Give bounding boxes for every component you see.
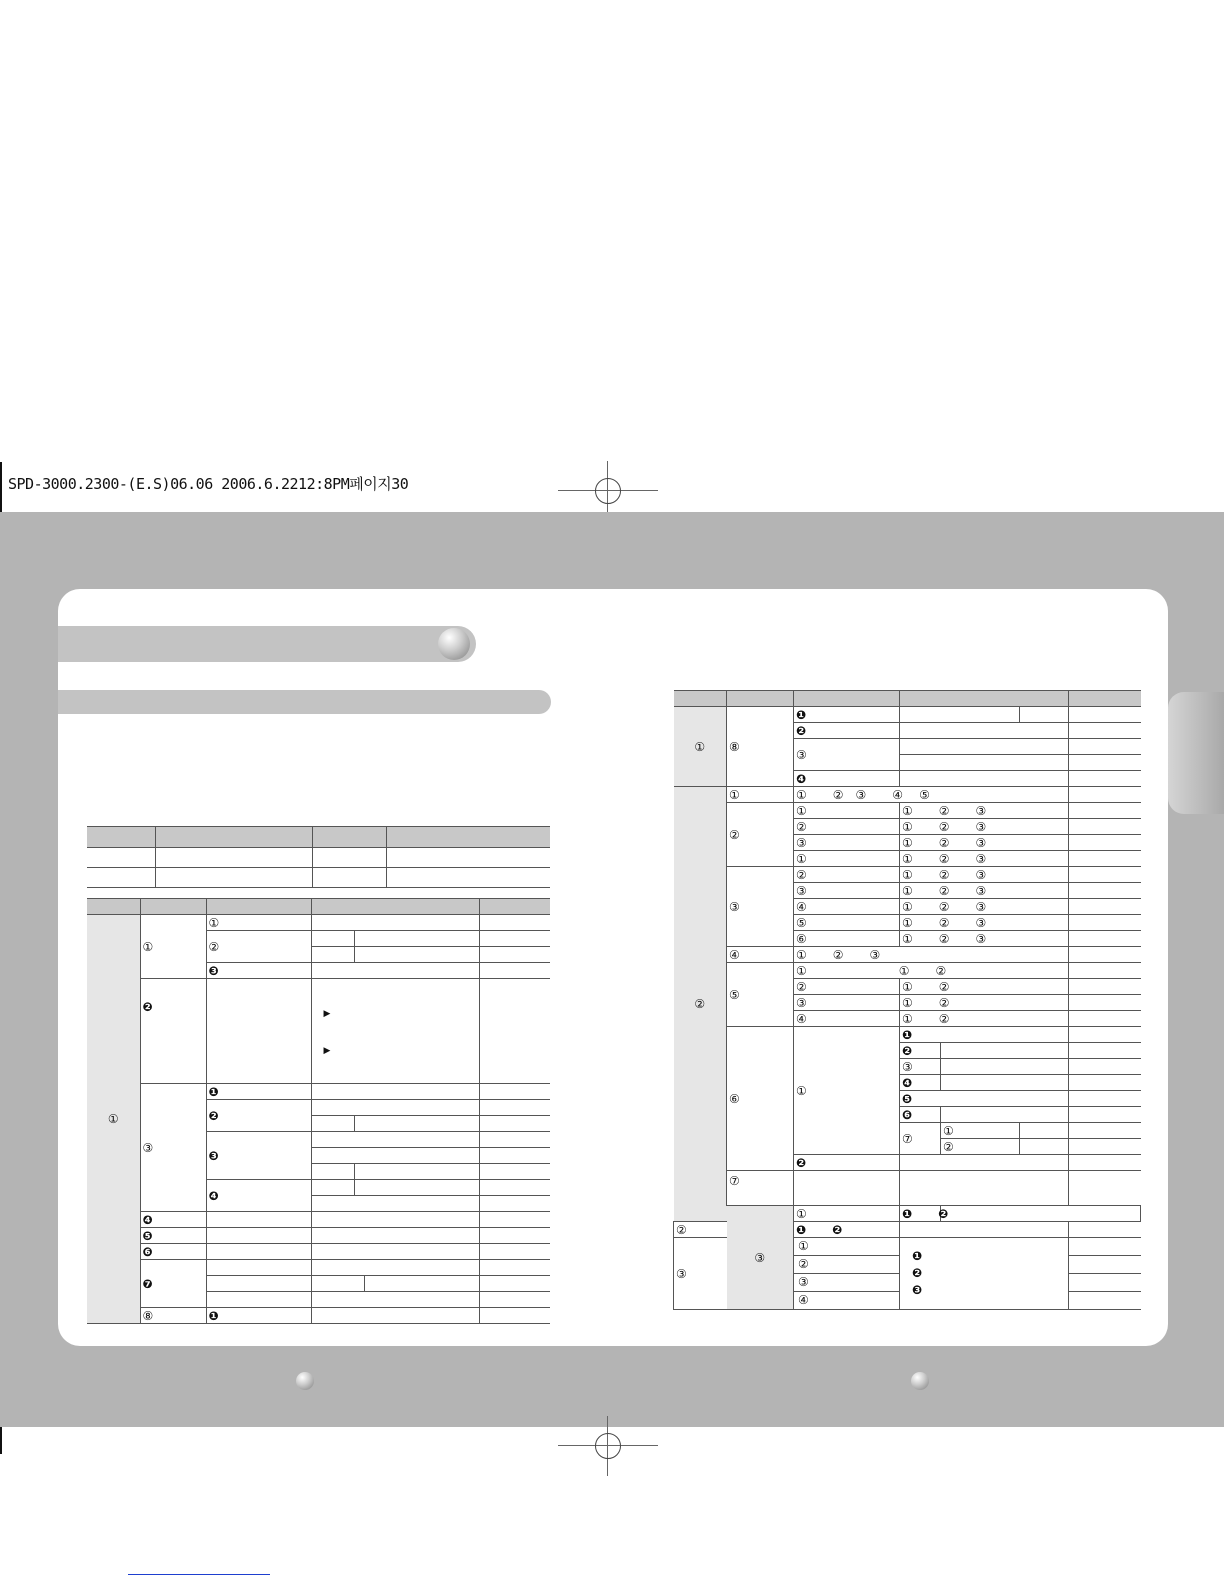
option-marker: ① — [902, 1011, 913, 1026]
option-marker: ② — [938, 931, 950, 946]
item-marker: ④ — [796, 899, 807, 914]
group-marker: ⑦ — [729, 1174, 740, 1188]
sub-item-marker: ❶ — [902, 1027, 913, 1042]
option-marker: ❷ — [832, 1222, 843, 1237]
item-marker: ⑥ — [796, 931, 807, 946]
option-marker: ② — [938, 995, 950, 1010]
group-marker: ① — [729, 787, 740, 802]
item-marker: ② — [798, 1257, 809, 1271]
group-marker: ⑤ — [729, 987, 740, 1002]
option-marker: ❶ — [912, 1249, 923, 1263]
option-marker: ③ — [855, 787, 867, 802]
sub-item-marker: ❻ — [902, 1107, 913, 1122]
group-marker: ② — [676, 1222, 687, 1237]
item-marker: ⑤ — [796, 915, 807, 930]
option-marker: ④ — [892, 787, 904, 802]
spec-table-right — [673, 690, 1141, 1310]
option-marker: ① — [902, 931, 913, 946]
page-marker-right-icon — [911, 1372, 929, 1390]
option-marker: ① — [902, 851, 913, 866]
option-marker: ② — [938, 819, 950, 834]
group-marker: ③ — [729, 899, 740, 914]
group-marker: ❻ — [142, 1244, 153, 1259]
arrow-icon: ▶ — [323, 1046, 331, 1056]
option-marker: ① — [902, 899, 913, 914]
option-marker: ③ — [975, 851, 987, 866]
option-marker: ② — [832, 947, 844, 962]
option-marker: ① — [902, 995, 913, 1010]
option-marker: ② — [938, 835, 950, 850]
item-marker: ❹ — [796, 771, 807, 786]
option-marker: ① — [902, 883, 913, 898]
group-marker: ④ — [729, 947, 740, 962]
option-marker: ❷ — [912, 1266, 923, 1280]
item-marker: ② — [796, 867, 807, 882]
group-marker: ⑥ — [729, 1091, 740, 1106]
title-bar — [58, 626, 476, 662]
item-marker: ① — [796, 1083, 807, 1098]
item-marker: ③ — [796, 747, 807, 762]
item-marker: ❷ — [796, 1155, 807, 1170]
option-marker: ② — [938, 899, 950, 914]
option-marker: ① — [902, 979, 913, 994]
group-marker: ① — [796, 1206, 807, 1221]
option-marker: ❷ — [938, 1206, 949, 1221]
option-marker: ② — [935, 963, 947, 978]
link-underline — [128, 1574, 270, 1575]
option-marker: ③ — [975, 915, 987, 930]
option-marker: ① — [902, 867, 913, 882]
summary-table — [87, 826, 550, 888]
group-marker: ⑧ — [729, 739, 740, 754]
page-marker-left-icon — [296, 1372, 314, 1390]
item-marker: ① — [796, 803, 807, 818]
item-marker: ③ — [796, 835, 807, 850]
option-marker: ③ — [975, 883, 987, 898]
item-marker: ② — [208, 939, 220, 954]
group-marker: ❺ — [142, 1228, 153, 1243]
group-marker: ② — [729, 827, 740, 842]
item-marker: ❸ — [208, 1148, 219, 1163]
spec-table-left — [87, 898, 550, 1324]
option-marker: ③ — [975, 867, 987, 882]
item-marker: ③ — [796, 995, 807, 1010]
subtitle-bar — [58, 690, 551, 714]
option-marker: ❶ — [902, 1206, 913, 1221]
option-marker: ① — [943, 1123, 954, 1138]
item-marker: ❹ — [208, 1188, 219, 1203]
item-marker: ❷ — [208, 1108, 219, 1123]
item-marker: ❸ — [208, 963, 219, 978]
item-marker: ❶ — [208, 1084, 219, 1099]
option-marker: ① — [796, 787, 807, 802]
side-tab — [1168, 692, 1224, 814]
option-marker: ① — [898, 963, 910, 978]
title-ball-icon — [438, 628, 470, 660]
item-marker: ① — [796, 963, 807, 978]
item-marker: ① — [796, 851, 807, 866]
item-marker: ❶ — [208, 1308, 219, 1323]
category-marker: ③ — [754, 1250, 766, 1265]
group-marker: ❷ — [142, 1000, 153, 1014]
option-marker: ⑤ — [919, 787, 930, 802]
option-marker: ① — [796, 947, 807, 962]
item-marker: ② — [796, 979, 807, 994]
category-marker: ② — [694, 997, 706, 1011]
sub-item-marker: ❹ — [902, 1075, 913, 1090]
sub-item-marker: ③ — [902, 1059, 913, 1074]
option-marker: ③ — [975, 931, 987, 946]
item-marker: ③ — [796, 883, 807, 898]
option-marker: ② — [938, 915, 950, 930]
option-marker: ② — [938, 851, 950, 866]
option-marker: ② — [938, 867, 950, 882]
option-marker: ③ — [975, 835, 987, 850]
option-marker: ② — [943, 1139, 954, 1154]
item-marker: ④ — [798, 1293, 809, 1307]
option-marker: ③ — [975, 899, 987, 914]
group-marker: ① — [142, 939, 154, 954]
crop-mark-left-top — [0, 462, 2, 514]
option-marker: ③ — [975, 819, 987, 834]
option-marker: ③ — [975, 803, 987, 818]
registration-mark-bottom — [558, 1416, 658, 1476]
option-marker: ❶ — [796, 1222, 807, 1237]
option-marker: ③ — [869, 947, 881, 962]
item-marker: ④ — [796, 1011, 807, 1026]
category-marker: ① — [694, 739, 706, 754]
group-marker: ③ — [142, 1140, 154, 1155]
item-marker: ① — [208, 915, 220, 930]
option-marker: ① — [902, 819, 913, 834]
file-info-header: SPD-3000.2300-(E.S)06.06 2006.6.2212:8PM페이지30 — [8, 475, 409, 493]
item-marker: ② — [796, 819, 807, 834]
option-marker: ② — [938, 803, 950, 818]
item-marker: ❶ — [796, 707, 807, 722]
group-marker: ⑧ — [142, 1308, 154, 1323]
option-marker: ② — [832, 787, 844, 802]
item-marker: ③ — [798, 1275, 809, 1289]
option-marker: ② — [938, 979, 950, 994]
group-marker: ❼ — [142, 1276, 153, 1291]
option-marker: ② — [938, 1011, 950, 1026]
sub-item-marker: ❷ — [902, 1043, 913, 1058]
sub-item-marker: ❺ — [902, 1091, 913, 1106]
category-marker: ① — [107, 1112, 119, 1126]
option-marker: ① — [902, 835, 913, 850]
item-marker: ❷ — [796, 723, 807, 738]
group-marker: ❹ — [142, 1212, 153, 1227]
option-marker: ② — [938, 883, 950, 898]
option-marker: ① — [902, 915, 913, 930]
item-marker: ① — [798, 1239, 809, 1253]
group-marker: ③ — [676, 1266, 687, 1281]
option-marker: ① — [902, 803, 913, 818]
arrow-icon: ▶ — [323, 1009, 331, 1019]
sub-item-marker: ⑦ — [902, 1131, 913, 1146]
option-marker: ❸ — [912, 1283, 923, 1297]
